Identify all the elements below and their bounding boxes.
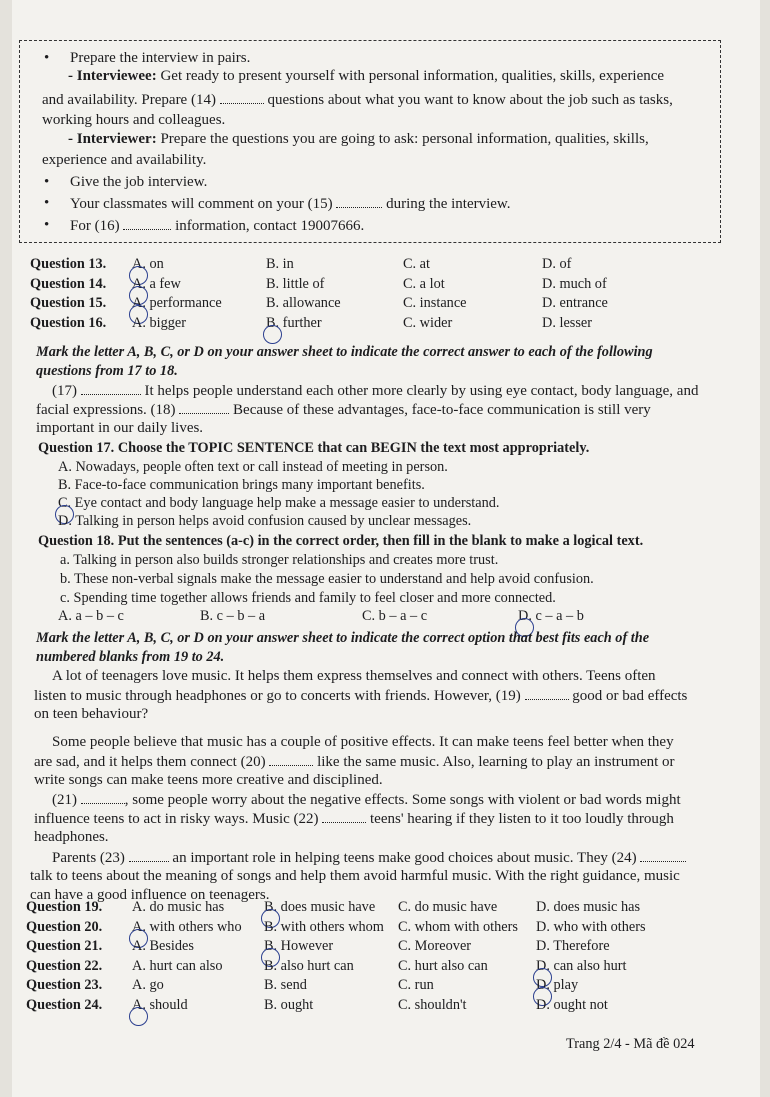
- option-text: D. ought not: [536, 997, 608, 1013]
- option-c[interactable]: [398, 899, 497, 916]
- option-text: A. bigger: [132, 314, 186, 331]
- q18-option-a: A. a – b – c: [58, 608, 124, 624]
- interviewee-text-2a: and availability. Prepare (14): [42, 92, 220, 108]
- p1l2b: good or bad effects: [568, 688, 688, 704]
- option-a[interactable]: [132, 295, 222, 312]
- q17-option-a: A. Nowadays, people often text or call instead of meeting in person.: [58, 459, 448, 475]
- passage-p1-l2: [34, 687, 687, 705]
- interviewee-text-1: Get ready to present yourself with personal information, qualities, skills, experience: [156, 68, 665, 84]
- option-text: B. little of: [266, 275, 325, 292]
- option-d[interactable]: [542, 315, 592, 332]
- question-label: Question 13.: [30, 256, 107, 272]
- option-d[interactable]: [536, 919, 646, 936]
- option-text: C. whom with others: [398, 918, 518, 935]
- interviewer-line-1: [68, 131, 649, 148]
- q18-option-c: C. b – a – c: [362, 608, 428, 624]
- p2l2a: are sad, and it helps them connect (20): [34, 754, 270, 770]
- option-text: A. Besides: [132, 938, 194, 955]
- option-text: A. hurt can also: [132, 957, 223, 974]
- passage-p1-l1: A lot of teenagers love music. It helps them express themselves and connect with others. Teens often: [52, 668, 656, 684]
- option-text: B. allowance: [266, 295, 341, 311]
- option-d[interactable]: [542, 276, 607, 293]
- option-text: C. a lot: [403, 275, 445, 292]
- option-a[interactable]: [132, 899, 224, 916]
- option-a[interactable]: [132, 315, 186, 332]
- q17-option-b: B. Face-to-face communication brings many important benefits.: [58, 477, 425, 493]
- option-text: B. ought: [264, 997, 314, 1013]
- option-b[interactable]: [264, 977, 307, 994]
- interviewee-text-2b: questions about what you want to know about the job such as tasks,: [263, 92, 673, 108]
- option-text: C. run: [398, 977, 434, 994]
- q17-option-d: D. Talking in person helps avoid confusion caused by unclear messages.: [58, 513, 472, 529]
- blank-20: [269, 753, 313, 766]
- option-text: D. play: [536, 977, 579, 994]
- passage-p3-l1: [52, 791, 681, 809]
- option-text: B. also hurt can: [264, 957, 354, 974]
- option-c[interactable]: [398, 938, 471, 955]
- option-d[interactable]: [542, 295, 608, 312]
- p17-l1a: (17): [52, 383, 81, 399]
- option-text: A. on: [132, 256, 164, 272]
- option-a[interactable]: [132, 938, 194, 955]
- question-label: Question 16.: [30, 314, 107, 331]
- question-18-stem: Question 18. Put the sentences (a-c) in the correct order, then fill in the blank to make a logical text.: [38, 533, 644, 549]
- p1l2a: listen to music through headphones or go to concerts with friends. However, (19): [34, 688, 525, 704]
- interviewer-line-2: experience and availability.: [42, 152, 207, 168]
- option-text: A. should: [132, 997, 188, 1013]
- option-c[interactable]: [403, 256, 430, 273]
- p3l2b: teens' hearing if they listen to it too loudly through: [366, 811, 674, 827]
- q18-sentence-a: a. Talking in person also builds stronger relationships and creates more trust.: [60, 552, 499, 568]
- option-b[interactable]: [266, 295, 341, 312]
- option-text: C. wider: [403, 314, 453, 331]
- p17-l1b: It helps people understand each other more clearly by using eye contact, body language, and: [140, 383, 699, 399]
- option-c[interactable]: [398, 997, 467, 1014]
- option-a[interactable]: [132, 276, 181, 293]
- interviewer-text-1: Prepare the questions you are going to ask: personal information, qualities, skills,: [156, 131, 649, 147]
- option-d[interactable]: [542, 256, 571, 273]
- q17-option-c-text: C. Eye contact and body language help make a message easier to understand.: [58, 495, 500, 511]
- blank-15: [336, 195, 382, 208]
- blank-24: [640, 849, 686, 862]
- box-bullet-2: Give the job interview.: [70, 174, 208, 190]
- option-b[interactable]: [264, 997, 313, 1014]
- question-label: Question 22.: [26, 957, 103, 974]
- option-d[interactable]: [536, 997, 608, 1014]
- option-b[interactable]: [266, 256, 294, 273]
- option-b[interactable]: [264, 938, 333, 955]
- option-c[interactable]: [398, 977, 434, 994]
- option-text: C. at: [403, 256, 431, 272]
- option-text: A. with others who: [132, 918, 242, 935]
- box-bullet-3: [70, 195, 511, 213]
- passage-p2-l3: write songs can make teens more creative and disciplined.: [34, 772, 383, 788]
- p4l1a: Parents (23): [52, 850, 129, 866]
- question-label: Question 19.: [26, 899, 103, 915]
- option-text: D. of: [542, 256, 572, 272]
- q17-option-c: [58, 495, 499, 512]
- passage-17-line-3: important in our daily lives.: [36, 420, 204, 436]
- p3l2a: influence teens to act in risky ways. Music (22): [34, 811, 323, 827]
- passage-p2-l2: [34, 753, 675, 771]
- box-bullet-1: Prepare the interview in pairs.: [70, 50, 251, 66]
- instruction-17-18-cont: questions from 17 to 18.: [36, 363, 178, 379]
- question-label: Question 23.: [26, 977, 103, 994]
- option-text: B. further: [266, 314, 322, 331]
- p17-l2a: facial expressions. (18): [36, 402, 180, 418]
- option-text: D. entrance: [542, 295, 608, 311]
- interviewer-label: - Interviewer:: [68, 131, 157, 147]
- option-text: C. do music have: [398, 899, 498, 915]
- option-text: D. lesser: [542, 314, 593, 331]
- option-text: A. go: [132, 977, 164, 994]
- question-17-stem: Question 17. Choose the TOPIC SENTENCE that can BEGIN the text most appropriately.: [38, 440, 590, 456]
- passage-17-line-2: [36, 401, 651, 419]
- blank-22: [322, 810, 366, 823]
- interviewee-line-1: [68, 68, 664, 85]
- option-text: C. instance: [403, 295, 467, 311]
- instruction-19-24-cont: numbered blanks from 19 to 24.: [36, 649, 225, 665]
- option-b[interactable]: [264, 919, 384, 936]
- question-label: Question 14.: [30, 275, 107, 292]
- option-b[interactable]: [264, 958, 354, 975]
- option-text: B. does music have: [264, 899, 376, 915]
- passage-p4-l3: can have a good influence on teenagers.: [30, 887, 270, 903]
- box-bullet-4: [70, 217, 364, 235]
- instruction-17-18: Mark the letter A, B, C, or D on your answer sheet to indicate the correct answer to each of the following: [36, 344, 653, 360]
- option-a[interactable]: [132, 997, 188, 1014]
- q18-option-b: B. c – b – a: [200, 608, 266, 624]
- option-c[interactable]: [403, 295, 467, 312]
- option-a[interactable]: [132, 977, 164, 994]
- option-text: B. However: [264, 938, 334, 955]
- p4l1b: an important role in helping teens make good choices about music. They (24): [168, 850, 641, 866]
- option-a[interactable]: [132, 919, 242, 936]
- passage-p3-l2: [34, 810, 674, 828]
- passage-p2-l1: Some people believe that music has a couple of positive effects. It can make teens feel better when they: [52, 734, 674, 750]
- option-text: A. performance: [132, 295, 222, 311]
- bullet-3-text-a: Your classmates will comment on your (15): [70, 196, 337, 212]
- option-d[interactable]: [536, 899, 640, 916]
- option-text: D. can also hurt: [536, 957, 627, 974]
- option-text: D. much of: [542, 275, 607, 292]
- interviewee-line-3: working hours and colleagues.: [42, 112, 226, 128]
- option-b[interactable]: [266, 315, 322, 332]
- option-c[interactable]: [398, 919, 518, 936]
- passage-p3-l3: headphones.: [34, 829, 109, 845]
- q18-sentence-c: c. Spending time together allows friends and family to feel closer and more connected.: [60, 590, 556, 606]
- q18-sentence-b: b. These non-verbal signals make the message easier to understand and help avoid confusion.: [60, 571, 594, 587]
- option-a[interactable]: [132, 256, 164, 273]
- question-label: Question 20.: [26, 918, 103, 935]
- option-b[interactable]: [264, 899, 375, 916]
- option-c[interactable]: [403, 315, 452, 332]
- page-footer: Trang 2/4 - Mã đề 024: [566, 1036, 695, 1052]
- bullet-icon: •: [44, 50, 50, 66]
- option-b[interactable]: [266, 276, 324, 293]
- option-text: D. does music has: [536, 899, 641, 915]
- option-d[interactable]: [536, 977, 578, 994]
- question-label: Question 21.: [26, 938, 103, 955]
- option-d[interactable]: [536, 938, 610, 955]
- blank-14: [220, 91, 264, 104]
- option-text: B. in: [266, 256, 294, 272]
- option-text: B. with others whom: [264, 918, 384, 935]
- blank-18: [179, 401, 229, 414]
- option-text: A. a few: [132, 275, 181, 292]
- option-c[interactable]: [403, 276, 445, 293]
- option-text: A. do music has: [132, 899, 225, 915]
- passage-p4-l1: [52, 849, 686, 867]
- interviewee-label: - Interviewee:: [68, 68, 157, 84]
- p2l2b: like the same music. Also, learning to play an instrument or: [313, 754, 675, 770]
- option-c[interactable]: [398, 958, 488, 975]
- interviewee-line-2: [42, 91, 673, 109]
- bullet-4-text-a: For (16): [70, 218, 124, 234]
- bullet-icon: •: [44, 195, 50, 211]
- q18-option-d: [518, 608, 584, 625]
- passage-17-line-1: [52, 382, 698, 400]
- bullet-3-text-b: during the interview.: [382, 196, 511, 212]
- p3l1a: (21): [52, 792, 81, 808]
- blank-16: [123, 217, 171, 230]
- question-label: Question 15.: [30, 295, 107, 311]
- option-text: C. hurt also can: [398, 957, 488, 974]
- option-text: D. Therefore: [536, 938, 610, 955]
- passage-p1-l3: on teen behaviour?: [34, 706, 149, 722]
- option-text: C. Moreover: [398, 938, 472, 955]
- blank-21: [81, 791, 125, 804]
- option-text: C. shouldn't: [398, 997, 467, 1013]
- option-a[interactable]: [132, 958, 223, 975]
- blank-19: [525, 687, 569, 700]
- bullet-icon: •: [44, 217, 50, 233]
- instruction-19-24: Mark the letter A, B, C, or D on your answer sheet to indicate the correct option that best fits each of the: [36, 630, 650, 646]
- question-label: Question 24.: [26, 997, 103, 1013]
- blank-17: [81, 382, 141, 395]
- option-d[interactable]: [536, 958, 627, 975]
- bullet-icon: •: [44, 174, 50, 190]
- bullet-4-text-b: information, contact 19007666.: [171, 218, 365, 234]
- q18-option-d-text: D. c – a – b: [518, 608, 584, 624]
- p17-l2b: Because of these advantages, face-to-face communication is still very: [229, 402, 651, 418]
- option-text: D. who with others: [536, 918, 646, 935]
- option-text: B. send: [264, 977, 307, 994]
- blank-23: [129, 849, 169, 862]
- p3l1b: , some people worry about the negative effects. Some songs with violent or bad words might: [124, 792, 681, 808]
- passage-p4-l2: talk to teens about the meaning of songs and help them avoid harmful music. With the right guidance, music: [30, 868, 680, 884]
